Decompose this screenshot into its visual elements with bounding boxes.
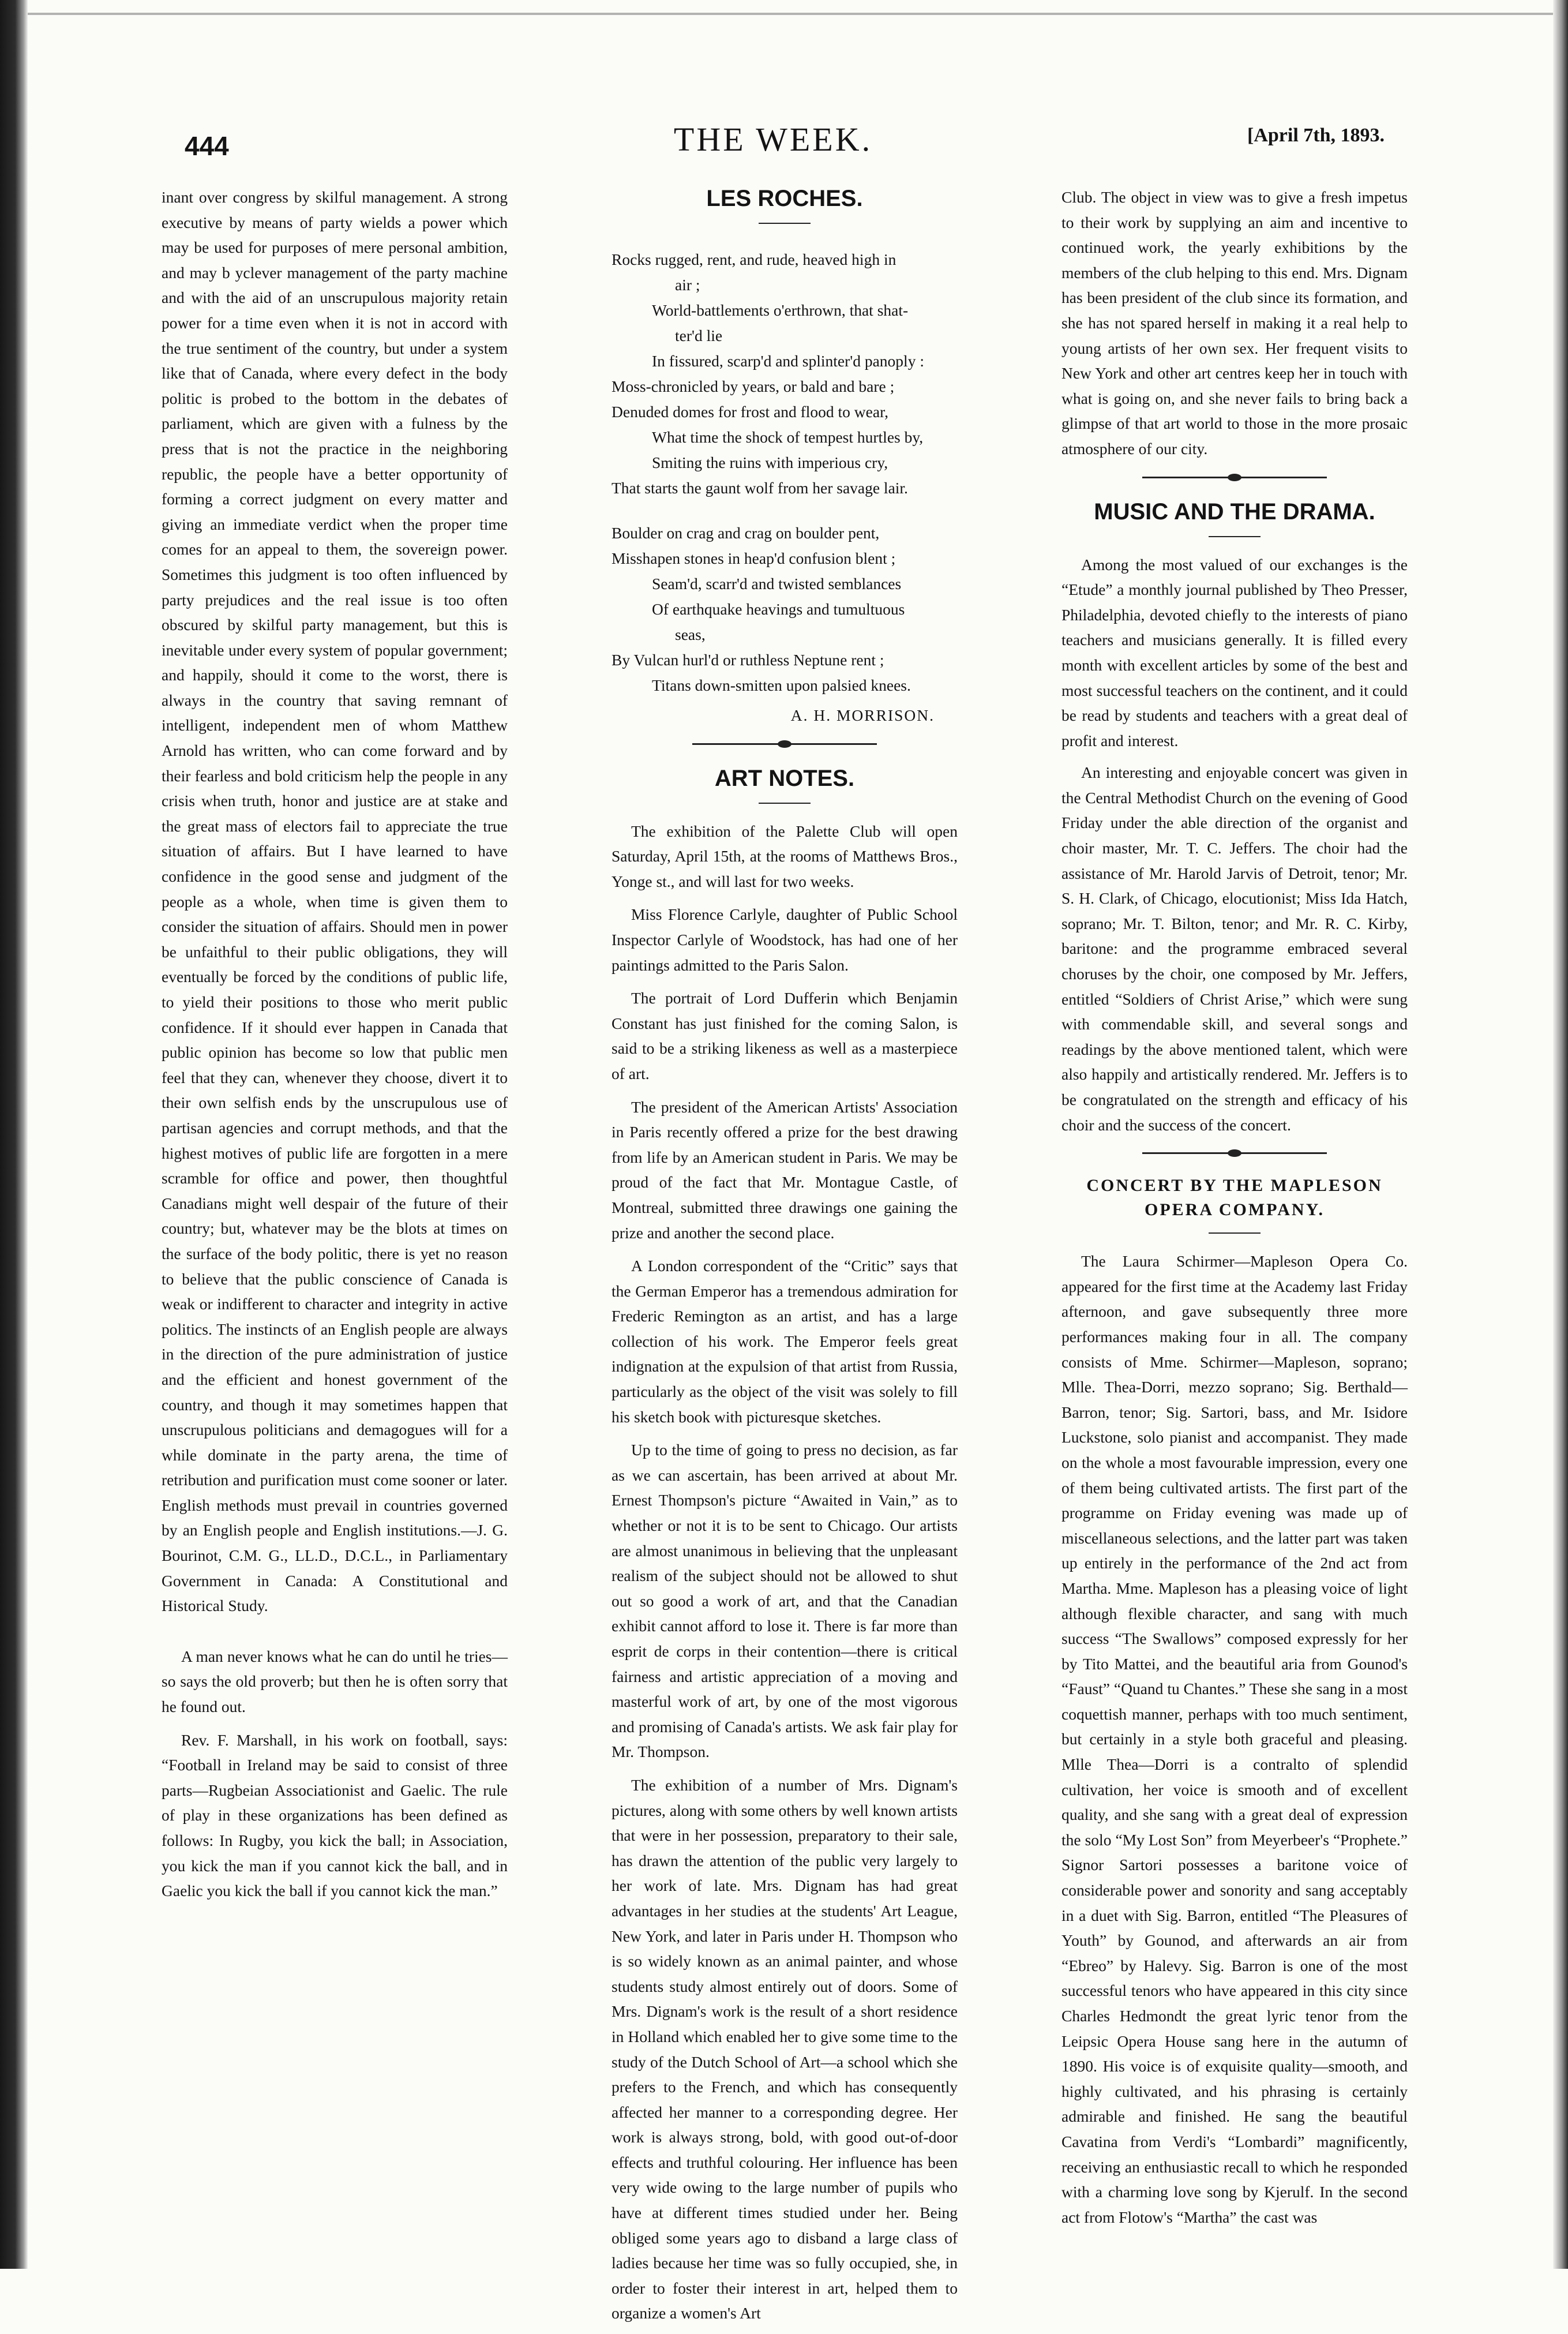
- music-paragraph: An interesting and enjoyable concert was given in the Central Methodist Church on the evening of Good Friday under the able direction of the organist and choir master, Mr. T. C. Jeffers. The choir had the assistance of Mr. Harold Jarvis of Detroit, tenor; Mr. S. H. Clark, of Chicago, elocutionist; Miss Ida Hatch, soprano; Mr. T. Bilton, tenor; and Mr. R. C. Kirby, baritone: and the programme embraced several choruses by the choir, one composed by Mr. Jeffers, entitled “Soldiers of Christ Arise,” which were sung with commendable skill, and several songs and readings by the above mentioned talent, which were also happily and artistically rendered. Mr. Jeffers is to be congratulated on the strength and efficacy of his choir and the success of the concert.: [1061, 763, 1408, 1134]
- poem-line: Denuded domes for frost and flood to wear,: [612, 403, 889, 421]
- poem-line: That starts the gaunt wolf from her savage lair.: [612, 479, 908, 497]
- poem-les-roches: [612, 247, 958, 698]
- column-3: [1061, 185, 1408, 2236]
- poem-author: A. H. MORRISON.: [790, 706, 935, 724]
- column-1: [162, 185, 508, 1912]
- section-divider: [692, 743, 877, 745]
- poem-line: Titans down-smitten upon palsied knees.: [652, 676, 911, 694]
- poem-line: Boulder on crag and crag on boulder pent,: [612, 524, 880, 542]
- concert-paragraph: The Laura Schirmer—Mapleson Opera Co. appeared for the first time at the Academy last Friday afternoon, and gave subsequently three more performances making four in all. The company consists of Mme. Schirmer—Mapleson, soprano; Mlle. Thea-Dorri, mezzo soprano; Sig. Berthald—Barron, tenor; Sig. Sartori, bass, and Mr. Isidore Luckstone, solo pianist and accompanist. They made on the whole a most favourable impression, every one of them being cultivated artists. The first part of the programme on Friday evening was made up of miscellaneous selections, and the latter part was taken up entirely in the performance of the 2nd act from Martha. Mme. Mapleson has a pleasing voice of light although flexible character, and sang with much success “The Swallows” composed expressly for her by Tito Mattei, and the beautiful aria from Gounod's “Faust” “Quand tu Chantes.” These she sang in a most coquettish manner, perhaps with too much sentiment, but certainly in a style both graceful and pleasing. Mlle Thea—Dorri is a contralto of splendid cultivation, her voice is smooth and of excellent quality, and she sang with a great deal of expression the solo “My Lost Son” from Meyerbeer's “Prophete.” Signor Sartori possesses a baritone voice of considerable power and sonority and sang acceptably in a duet with Sig. Barron, entitled “The Pleasures of Youth” by Gounod, and afterwards an air from “Ebreo” by Halevy. Sig. Barron is one of the most successful tenors who have appeared in this city since Charles Hedmondt the great lyric tenor from the Leipsic Opera House sang here in the autumn of 1890. His voice is of exquisite quality—smooth, and highly cultivated, and his phrasing is certainly admirable and finished. He sang the beautiful Cavatina from Verdi's “Lombardi” magnificently, receiving an enthusiastic recall to which he responded with a charming love song by Kjerulf. In the second act from Flotow's “Martha” the cast was: [1061, 1252, 1408, 2226]
- poem-title: LES ROCHES.: [706, 186, 863, 211]
- stanza-gap: [612, 501, 958, 520]
- poem-line: Smiting the ruins with imperious cry,: [652, 454, 888, 471]
- art-club-continuation: Club. The object in view was to give a fresh impetus to their work by supplying an aim and incentive to continued work, the yearly exhibitions by the members of the club helping to this end. Mrs. Dignam has been president of the club since its formation, and she has not spared herself in making it a real help to young artists of her own sex. Her frequent visits to New York and other art centres keep her in touch with what is going on, and she never fails to bring back a glimpse of that art world to those in the more prosaic atmosphere of our city.: [1061, 188, 1408, 458]
- proverb-paragraph: A man never knows what he can do until he tries—so says the old proverb; but then he is often sorry that he found out.: [162, 1647, 508, 1716]
- art-note-paragraph: Up to the time of going to press no decision, as far as we can ascertain, has been arrived at about Mr. Ernest Thompson's picture “Awaited in Vain,” as to whether or not it is to be sent to Chicago. Our artists are almost unanimous in believing that the unpleasant realism of the subject should not be allowed to shut out so good a work of art, and that the Canadian exhibit cannot afford to lose it. There is far more than esprit de corps in their contention—there is critical fairness and artistic appreciation of a moving and masterful work of art, by one of the most vigorous and promising of Canada's artists. We ask fair play for Mr. Thompson.: [612, 1441, 958, 1761]
- poem-line: air ;: [675, 276, 700, 294]
- art-note-paragraph: The portrait of Lord Dufferin which Benjamin Constant has just finished for the coming Salon, is said to be a striking likeness as well as a masterpiece of art.: [612, 989, 958, 1082]
- poem-line: Moss-chronicled by years, or bald and bare ;: [612, 377, 895, 395]
- poem-line: In fissured, scarp'd and splinter'd panoply :: [652, 352, 924, 370]
- poem-line: Of earthquake heavings and tumultuous: [652, 600, 905, 618]
- section-divider: [1142, 1152, 1327, 1154]
- poem-stanza-2: [612, 520, 958, 698]
- poem-line: By Vulcan hurl'd or ruthless Neptune rent ;: [612, 651, 884, 669]
- art-note-paragraph: A London correspondent of the “Critic” says that the German Emperor has a tremendous admiration for Frederic Remington as an artist, and has a large collection of his work. The Emperor feels great indignation at the expulsion of that artist from Russia, particularly as the object of the visit was solely to fill his sketch book with picturesque sketches.: [612, 1257, 958, 1426]
- column-2: [612, 185, 958, 2334]
- art-notes-title: ART NOTES.: [714, 765, 855, 791]
- music-drama-title: MUSIC AND THE DRAMA.: [1094, 499, 1375, 525]
- title-rule: [1209, 1232, 1261, 1234]
- title-rule: [759, 803, 811, 804]
- art-note-paragraph: Miss Florence Carlyle, daughter of Public School Inspector Carlyle of Woodstock, has had one of her paintings admitted to the Paris Salon.: [612, 905, 958, 974]
- section-divider: [1142, 477, 1327, 478]
- art-note-paragraph: The exhibition of a number of Mrs. Dignam's pictures, along with some others by well known artists that were in her possession, preparatory to their sale, has drawn the attention of the public very largely to her work of late. Mrs. Dignam has had great advantages in her studies at the students' Art League, New York, and later in Paris under H. Thompson who is so widely known as an animal painter, and whose students study almost entirely out of doors. Some of Mrs. Dignam's work is the result of a short residence in Holland which enabled her to give some time to the study of the Dutch School of Art—a school which she prefers to the French, and which has consequently affected her manner to a corresponding degree. Her work is always strong, bold, with good out-of-door effects and truthful colouring. Her influence has been very wide owing to the large number of pupils who have at different times studied under her. Being obliged some years ago to disband a large class of ladies because her time was so fully occupied, she, in order to foster their interest in art, helped them to organize a women's Art: [612, 1775, 958, 2322]
- title-rule: [1209, 536, 1261, 537]
- page-number: 444: [185, 131, 229, 161]
- poem-line: What time the shock of tempest hurtles by,: [652, 428, 924, 446]
- poem-line: Rocks rugged, rent, and rude, heaved high in: [612, 250, 896, 268]
- poem-line: Misshapen stones in heap'd confusion blent ;: [612, 549, 896, 567]
- book-binding-shadow: [0, 0, 28, 2269]
- masthead-title: THE WEEK.: [673, 121, 873, 158]
- art-note-paragraph: The president of the American Artists' Association in Paris recently offered a prize for the best drawing from life by an American student in Paris. We may be proud of the fact that Mr. Montague Castle, of Montreal, submitted three drawings one gaining the prize and another the second place.: [612, 1097, 958, 1242]
- art-note-paragraph: The exhibition of the Palette Club will open Saturday, April 15th, at the rooms of Matthews Bros., Yonge st., and will last for two weeks.: [612, 822, 958, 890]
- poem-line: World-battlements o'erthrown, that shat-: [652, 301, 909, 319]
- issue-date: [April 7th, 1893.: [1247, 125, 1385, 146]
- politics-paragraph: inant over congress by skilful management. A strong executive by means of party wields a power which may be used for purposes of mere personal ambition, and may b yclever management of the party machine and with the aid of an unscrupulous majority retain power for a time even when it is not in accord with the true sentiment of the country, but under a system like that of Canada, where every defect in the body politic is probed to the bottom in the debates of parliament, which are given with a fulness by the press that is not the practice in the neighboring republic, the people have a better opportunity of forming a correct judgment on every matter and giving an immediate verdict when the proper time comes for an appeal to them, the sovereign power. Sometimes this judgment is too often influenced by party prejudices and the real issue is too often obscured by skilful party management, but this is inevitable under every system of popular government; and happily, should it come to the worst, there is always in the country that saving remnant of intelligent, independent men of whom Matthew Arnold has written, who can come forward and by their fearless and bold criticism help the people in any crisis when truth, honor and justice are at stake and the great mass of electors fail to appreciate the true situation of affairs. But I have learned to have confidence in the good sense and judgment of the people as a whole, when time is given them to consider the situation of affairs. Should men in power be unfaithful to their public obligations, they will eventually be forced by the conditions of public life, to yield their positions to those who merit public confidence. If it should ever happen in Canada that public opinion has become so low that public men feel that they can, whenever they choose, divert it to their own selfish ends by the unscrupulous use of partisan agencies and corrupt methods, and that the highest motives of public life are forgotten in a mere scramble for office and power, then thoughtful Canadians might well despair of the future of their country; but, whatever may be the blots at times on the surface of the body politic, there is yet no reason to believe that the public conscience of Canada is weak or indifferent to character and integrity in active politics. The instincts of an English people are always in the direction of the pure administration of justice and the efficient and honest government of the country, and though it may sometimes happen that unscrupulous politicians and demagogues will for a while dominate in the party arena, the time of retribution and purification must come sooner or later. English methods must prevail in countries governed by an English people and English institutions.—J. G. Bourinot, C.M. G., LL.D., D.C.L., in Parliamentary Government in Canada: A Constitutional and Historical Study.: [162, 188, 508, 1615]
- poem-line: ter'd lie: [675, 327, 723, 344]
- poem-line: seas,: [675, 625, 706, 643]
- music-paragraph: Among the most valued of our exchanges is the “Etude” a monthly journal published by Theo Presser, Philadelphia, devoted chiefly to the interests of piano teachers and musicians generally. It is filled every month with excellent articles by some of the best and most successful teachers on the continent, and it could be read by students and teachers with a great deal of profit and interest.: [1061, 555, 1408, 750]
- poem-stanza-1: [612, 247, 958, 501]
- title-rule: [759, 223, 811, 224]
- concert-title: CONCERT BY THE MAPLESON OPERA COMPANY.: [1086, 1176, 1383, 1220]
- poem-line: Seam'd, scarr'd and twisted semblances: [652, 575, 902, 593]
- football-paragraph: Rev. F. Marshall, in his work on football, says: “Football in Ireland may be said to consist of three parts—Rugbeian Associationist and Gaelic. The rule of play in these organizations has been defined as follows: In Rugby, you kick the ball; in Association, you kick the man if you cannot kick the ball, and in Gaelic you kick the ball if you cannot kick the man.”: [162, 1730, 508, 1900]
- spacer: [162, 1627, 508, 1644]
- page-header: [173, 120, 1385, 172]
- page-edge-shadow: [1553, 0, 1568, 2269]
- top-edge-rule: [28, 13, 1553, 15]
